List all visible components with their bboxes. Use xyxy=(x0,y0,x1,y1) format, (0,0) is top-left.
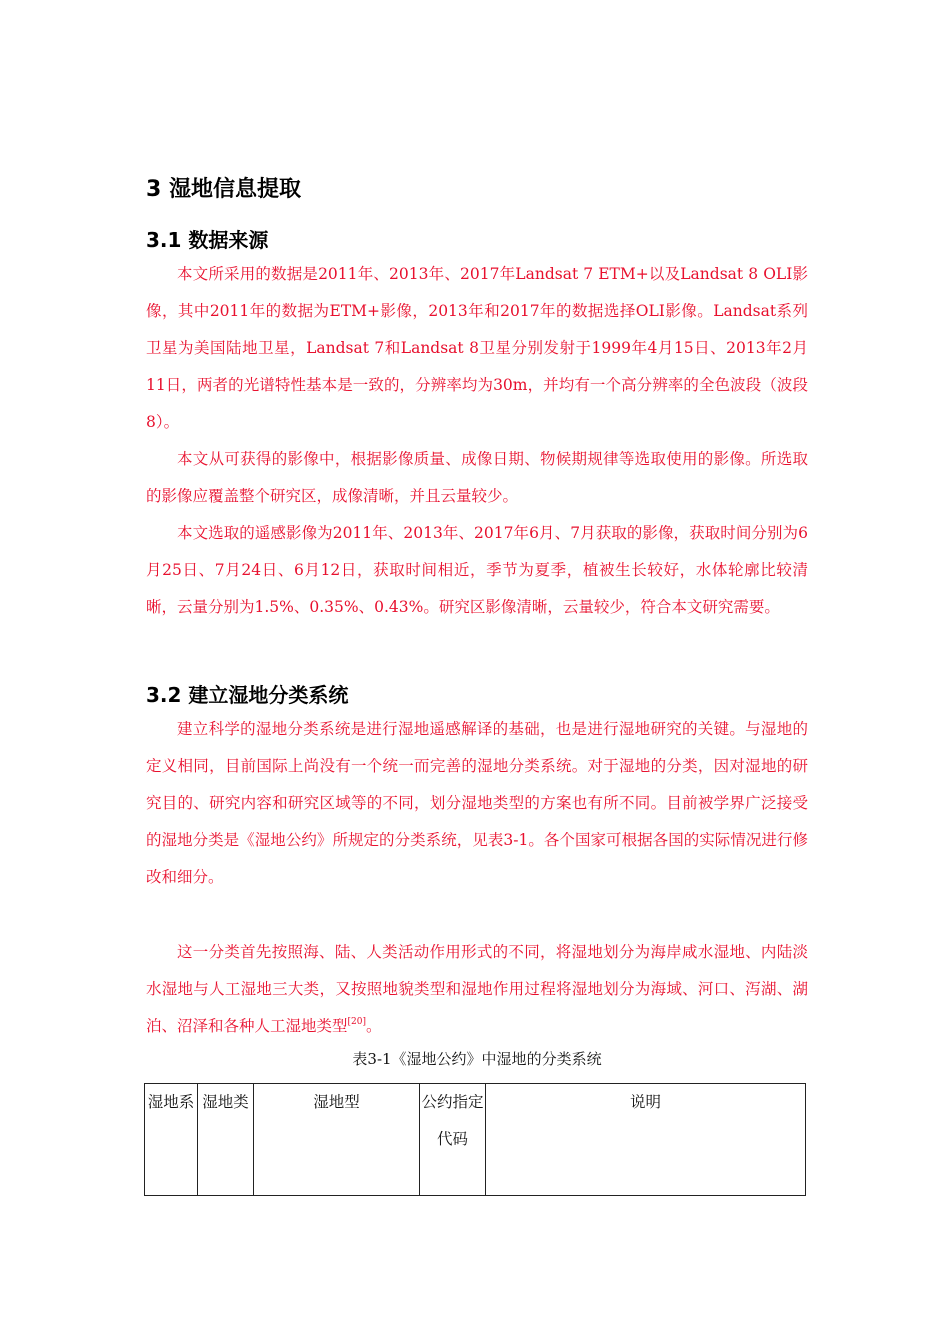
header-wetland-class: 湿地类 xyxy=(198,1084,254,1196)
section-heading: 3 湿地信息提取 xyxy=(146,177,301,202)
subsection-heading-data-source: 3.1 数据来源 xyxy=(146,228,269,252)
header-wetland-system: 湿地系 xyxy=(145,1084,198,1196)
citation-reference[interactable]: [20] xyxy=(347,1017,366,1027)
wetland-classification-table xyxy=(144,1083,806,1196)
paragraph-data-source-3: 本文选取的遥感影像为2011年、2013年、2017年6月、7月获取的影像，获取时间分别为6月25日、7月24日、6月12日，获取时间相近，季节为夏季，植被生长较好，水体轮廓比较清晰，云量分别为1.5%、0.35%、0.43%。研究区影像清晰，云量较少，符合本文研究需要。 xyxy=(146,524,808,616)
paragraph-classification-2-text: 这一分类首先按照海、陆、人类活动作用形式的不同，将湿地划分为海岸咸水湿地、内陆淡水湿地与人工湿地三大类，又按照地貌类型和湿地作用过程将湿地划分为海域、河口、泻湖、湖泊、沼泽和各种人工湿地类型 xyxy=(146,943,808,1035)
paragraph-classification-2 xyxy=(146,934,808,1045)
table-caption: 表3-1《湿地公约》中湿地的分类系统 xyxy=(352,1050,602,1068)
header-wetland-type: 湿地型 xyxy=(254,1084,420,1196)
header-description: 说明 xyxy=(486,1084,806,1196)
paragraph-classification-1: 建立科学的湿地分类系统是进行湿地遥感解译的基础，也是进行湿地研究的关键。与湿地的定义相同，目前国际上尚没有一个统一而完善的湿地分类系统。对于湿地的分类，因对湿地的研究目的、研究内容和研究区域等的不同，划分湿地类型的方案也有所不同。目前被学界广泛接受的湿地分类是《湿地公约》所规定的分类系统，见表3-1。各个国家可根据各国的实际情况进行修改和细分。 xyxy=(146,720,808,886)
table-header-row xyxy=(145,1084,806,1196)
header-convention-code: 公约指定代码 xyxy=(420,1084,486,1196)
subsection-heading-classification: 3.2 建立湿地分类系统 xyxy=(146,683,349,707)
paragraph-end-mark: 。 xyxy=(366,1017,382,1035)
paragraph-data-source-1: 本文所采用的数据是2011年、2013年、2017年Landsat 7 ETM+以及Landsat 8 OLI影像，其中2011年的数据为ETM+影像，2013年和2017年的数据选择OLI影像。Landsat系列卫星为美国陆地卫星，Landsat 7和Landsat 8卫星分别发射于1999年4月15日、2013年2月11日，两者的光谱特性基本是一致的，分辨率均为30m，并均有一个高分辨率的全色波段（波段8）。 xyxy=(146,265,808,431)
paragraph-data-source-2: 本文从可获得的影像中，根据影像质量、成像日期、物候期规律等选取使用的影像。所选取的影像应覆盖整个研究区，成像清晰，并且云量较少。 xyxy=(146,450,808,505)
